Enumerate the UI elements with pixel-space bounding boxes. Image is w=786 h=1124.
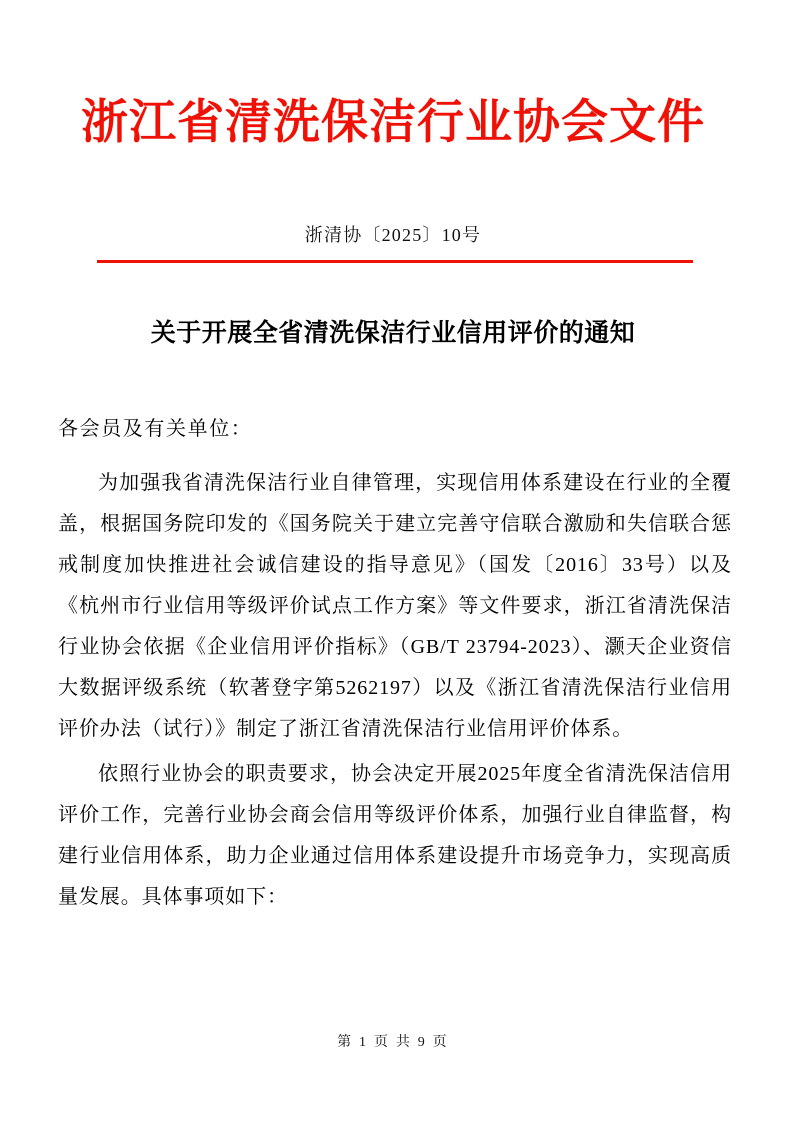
page-title (0, 313, 786, 349)
page-title-text: 关于开展全省清洗保洁行业信用评价的通知 (150, 318, 636, 347)
document-number (0, 221, 786, 247)
masthead (0, 96, 786, 150)
page-footer (0, 1031, 786, 1051)
salutation: 各会员及有关单位： (58, 418, 253, 440)
organization-title: 浙江省清洗保洁行业协会文件 (81, 95, 705, 150)
page-number-text: 第 1 页 共 9 页 (337, 1035, 449, 1050)
document-body (58, 414, 732, 922)
document-number-text: 浙清协〔2025〕10号 (304, 225, 482, 245)
red-divider-rule (97, 260, 693, 263)
body-paragraph-1: 为加强我省清洗保洁行业自律管理，实现信用体系建设在行业的全覆盖，根据国务院印发的《国务院关于建立完善守信联合激励和失信联合惩戒制度加快推进社会诚信建设的指导意见》（国发〔2016〕33号）以及《杭州市行业信用等级评价试点工作方案》等文件要求，浙江省清洗保洁行业协会依据《企业信用评价指标》（GB/T 23794-2023）、灏天企业资信大数据评级系统（软著登字第5262197）以及《浙江省清洗保洁行业信用评价办法（试行）》制定了浙江省清洗保洁行业信用评价体系。 (58, 472, 732, 740)
body-paragraph-2: 依照行业协会的职责要求，协会决定开展2025年度全省清洗保洁信用评价工作，完善行业协会商会信用等级评价体系，加强行业自律监督，构建行业信用体系，助力企业通过信用体系建设提升市场竞争力，实现高质量发展。具体事项如下： (58, 763, 732, 908)
